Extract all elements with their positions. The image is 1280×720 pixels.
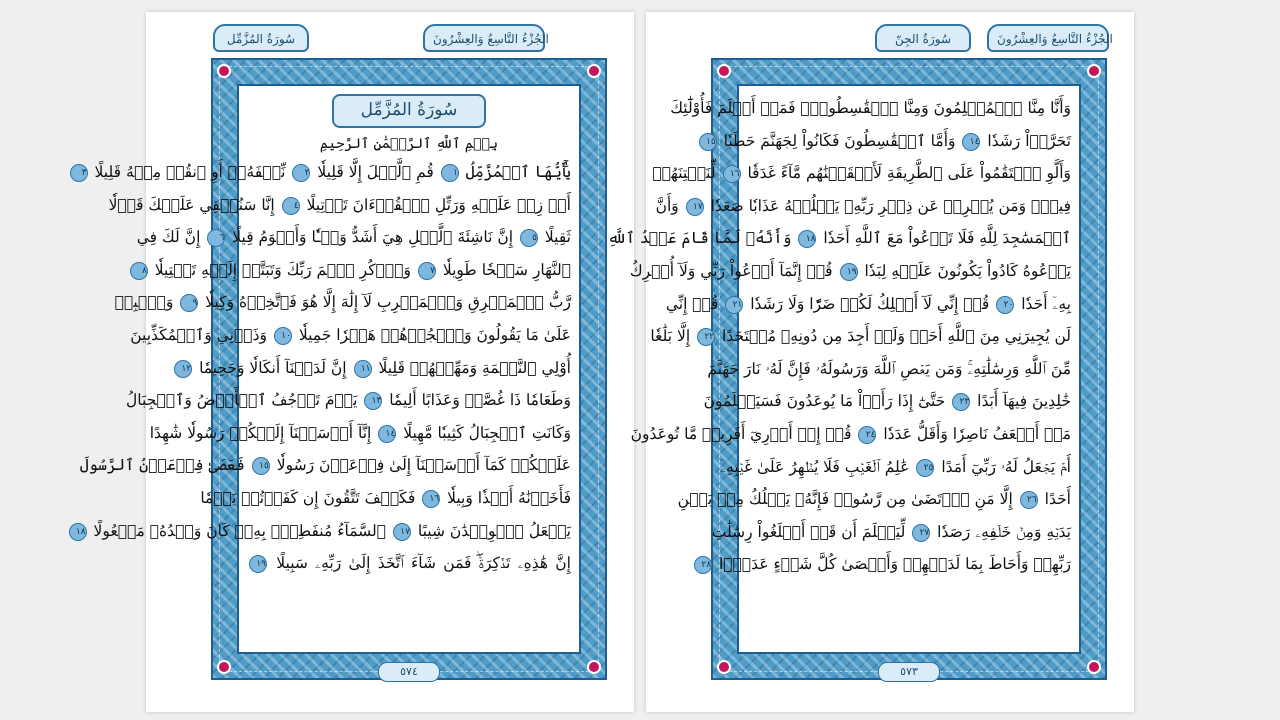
verse-line <box>247 547 571 580</box>
ayah-number-marker: ٣ <box>70 164 88 182</box>
ayah-number-marker: ١٩ <box>249 555 267 573</box>
verse-text: أَوۡ زِدۡ عَلَيۡهِ وَرَتِّلِ ٱلۡقُرۡءَانَ تَرۡتِيلًا <box>306 195 571 214</box>
ayah-number-marker: ١٤ <box>378 425 396 443</box>
quran-text-panel <box>75 84 581 654</box>
verse-text: قُلۡ إِنِّي <box>665 294 719 313</box>
ayah-number-marker: ٦ <box>207 229 225 247</box>
flower-ornament-icon <box>587 660 601 674</box>
ayah-number-marker: ١٠ <box>274 327 292 345</box>
verse-line <box>670 92 1071 125</box>
verse-text: وَطَعَامٗا ذَا غُصَّةٖ وَعَذَابًا أَلِيمٗا <box>389 391 571 410</box>
verse-text: تَحَرَّوۡاْ رَشَدٗا <box>987 131 1071 150</box>
verse-text: فَأَخَذۡنَٰهُ أَخۡذٗا وَبِيلٗا <box>447 488 571 507</box>
verse-line <box>149 417 571 450</box>
ayah-number-marker: ٢٥ <box>916 459 934 477</box>
ayah-number-marker: ٢٧ <box>912 524 930 542</box>
verse-line <box>706 125 1071 158</box>
ayah-number-marker: ١٢ <box>174 360 192 378</box>
verse-text: إِنَّ لَدَيۡنَآ أَنكَالٗا وَجَحِيمٗا <box>199 358 347 377</box>
ayah-number-marker: ٧ <box>418 262 436 280</box>
surah-name-label: سُورَةُ الجِنّ <box>875 24 971 52</box>
verse-text: إِنَّا سَنُلۡقِي عَلَيۡكَ قَوۡلٗا <box>108 195 275 214</box>
verse-text: فَكَيۡفَ تَتَّقُونَ إِن كَفَرۡتُمۡ يَوۡمٗا <box>200 488 416 507</box>
verse-line <box>130 319 571 352</box>
verse-line <box>114 286 571 319</box>
ornamental-border <box>75 32 607 680</box>
verse-line <box>655 190 1071 223</box>
verse-text: إِنَّ هَٰذِهِۦ تَذۡكِرَةٞۖ فَمَن شَآءَ ٱتَّخَذَ إِلَىٰ رَبِّهِۦ سَبِيلًا <box>276 554 571 573</box>
verse-line <box>701 548 1071 581</box>
flower-ornament-icon <box>217 660 231 674</box>
juz-label: الجُزْءُ التَّاسِعُ وَالعِشْرُونَ <box>987 24 1109 52</box>
ayah-number-marker: ١٥ <box>252 457 270 475</box>
verse-text: أُوْلِي ٱلنَّعۡمَةِ وَمَهِّلۡهُمۡ قَلِيلًا <box>378 358 571 377</box>
surah-title-banner: سُورَةُ المُزَّمِّل <box>332 94 486 128</box>
flower-ornament-icon <box>717 660 731 674</box>
verse-text: إِنَّآ أَرۡسَلۡنَآ إِلَيۡكُمۡ رَسُولٗا شَٰهِدًا <box>149 423 372 442</box>
verse-text: عَلَيۡكُمۡ كَمَآ أَرۡسَلۡنَآ إِلَىٰ فِرۡعَوۡنَ رَسُولٗا <box>276 456 571 475</box>
verse-text: وَأَنَّ <box>655 196 679 215</box>
ayah-number-marker: ١ <box>441 164 459 182</box>
ayah-number-marker: ١٩ <box>840 263 858 281</box>
ayah-number-marker: ٢٤ <box>858 426 876 444</box>
page-number: ٥٧٤ <box>378 662 440 682</box>
ayah-number-marker: ٥ <box>520 229 538 247</box>
verse-text: يَٰٓأَيُّهَا ٱلۡمُزَّمِّلُ <box>465 163 571 181</box>
verse-text: وَأَلَّوِ ٱسۡتَقَٰمُواْ عَلَى ٱلطَّرِيقَةِ لَأَسۡقَيۡنَٰهُم مَّآءً غَدَقٗا <box>747 164 1071 183</box>
ayah-number-marker: ٨ <box>130 262 148 280</box>
verse-text: ٱلسَّمَآءُ مُنفَطِرُۢ بِهِۦۚ كَانَ وَعۡدُهُۥ مَفۡعُولًا <box>93 521 387 540</box>
verse-text: عَٰلِمُ ٱلۡغَيۡبِ فَلَا يُظۡهِرُ عَلَىٰ غَيۡبِهِۦٓ <box>720 457 910 476</box>
mushaf-page-574 <box>75 12 634 712</box>
verse-text: رَّبُّ ٱلۡمَشۡرِقِ وَٱلۡمَغۡرِبِ لَآ إِلَٰهَ إِلَّا هُوَ فَٱتَّخِذۡهُ وَكِيلٗا <box>205 293 571 312</box>
verse-text: فِيهِۚ وَمَن يُعۡرِضۡ عَن ذِكۡرِ رَبِّهِۦ يَسۡلُكۡهُ عَذَابٗا صَعَدٗا <box>710 196 1071 215</box>
verse-text: إِنَّ لَكَ فِي <box>136 228 201 247</box>
basmala: بِسۡمِ ٱللَّهِ ٱلرَّحۡمَٰنِ ٱلرَّحِيمِ <box>319 136 499 152</box>
verse-text: وَٱذۡكُرِ ٱسۡمَ رَبِّكَ وَتَبَتَّلۡ إِلَيۡهِ تَبۡتِيلٗا <box>154 260 411 279</box>
verse-line <box>711 516 1071 549</box>
verse-line <box>607 222 1071 255</box>
verse-line <box>181 352 571 385</box>
verse-line <box>81 156 571 189</box>
verse-line <box>136 221 571 254</box>
ayah-number-marker: ١٤ <box>962 133 980 151</box>
verse-text: ٱلنَّهَارِ سَبۡحٗا طَوِيلٗا <box>442 260 571 279</box>
verse-line <box>650 320 1071 353</box>
flower-ornament-icon <box>1087 64 1101 78</box>
ayah-number-marker: ٢٨ <box>694 556 712 574</box>
verse-line <box>141 254 571 287</box>
ayah-number-marker: ٢٣ <box>952 393 970 411</box>
verse-line <box>200 482 571 515</box>
verse-line <box>677 483 1071 516</box>
verse-text: ٱلۡمَسَٰجِدَ لِلَّهِ فَلَا تَدۡعُواْ مَعَ ٱللَّهِ أَحَدٗا <box>823 229 1071 248</box>
verse-text: أَحَدًا <box>1044 490 1071 509</box>
verse-line <box>707 353 1071 386</box>
verse-text: بِهِۦٓ أَحَدٗا <box>1021 294 1071 313</box>
page-header <box>713 24 1113 54</box>
ayah-number-marker: ١٦ <box>422 490 440 508</box>
verse-text: وَأَنَّا مِنَّا ٱلۡمُسۡلِمُونَ وَمِنَّا ٱلۡقَٰسِطُونَۖ فَمَنۡ أَسۡلَمَ فَأُوْلَٰٓئِكَ <box>670 99 1071 117</box>
verse-text: وَكَانَتِ ٱلۡجِبَالُ كَثِيبٗا مَّهِيلًا <box>403 423 571 442</box>
flower-ornament-icon <box>217 64 231 78</box>
ayah-number-marker: ١١ <box>354 360 372 378</box>
verse-text: مِّنَ ٱللَّهِ وَرِسَٰلَٰتِهِۦۚ وَمَن يَعۡصِ ٱللَّهَ وَرَسُولَهُۥ فَإِنَّ لَهُۥ نَارَ جَهَنَّمَ <box>707 359 1071 378</box>
surah-name-label: سُورَةُ المُزَّمِّل <box>213 24 309 52</box>
verse-text: إِلَّا بَلَٰغٗا <box>650 327 691 346</box>
verse-text: وَأَمَّا ٱلۡقَٰسِطُونَ فَكَانُواْ لِجَهَنَّمَ حَطَبٗا <box>723 131 956 150</box>
verse-text: قُمِ ٱلَّيۡلَ إِلَّا قَلِيلٗا <box>317 163 434 181</box>
verse-text: مَنۡ أَضۡعَفُ نَاصِرٗا وَأَقَلُّ عَدَدٗا <box>883 424 1071 443</box>
verse-line <box>79 449 571 482</box>
mushaf-page-573 <box>607 12 1134 712</box>
verse-line <box>629 255 1071 288</box>
verse-text: نِّصۡفَهُۥٓ أَوِ ٱنقُصۡ مِنۡهُ قَلِيلًا <box>94 163 286 181</box>
verse-line <box>630 418 1071 451</box>
ornamental-border <box>607 32 1113 680</box>
verse-text: إِلَّا مَنِ ٱرۡتَضَىٰ مِن رَّسُولٖ فَإِنَّهُۥ يَسۡلُكُ مِنۢ بَيۡنِ <box>677 490 1013 509</box>
verse-text: وَٱصۡبِرۡ <box>114 293 174 312</box>
verse-text: قُلۡ إِنۡ أَدۡرِيٓ أَقَرِيبٞ مَّا تُوعَدُونَ <box>630 424 852 443</box>
flower-ornament-icon <box>587 64 601 78</box>
ayah-number-marker: ٢٠ <box>996 296 1014 314</box>
verse-line <box>125 384 571 417</box>
verse-text: لَن يُجِيرَنِي مِنَ ٱللَّهِ أَحَدٞ وَلَنۡ أَجِدَ مِن دُونِهِۦ مُلۡتَحَدًا <box>722 327 1071 346</box>
verse-text: فَعَصَىٰ فِرۡعَوۡنُ ٱلرَّسُولَ <box>79 456 245 475</box>
verse-text: قُلۡ إِنَّمَآ أَدۡعُواْ رَبِّي وَلَآ أُشۡرِكُ <box>629 261 833 280</box>
verse-text: يَدۡعُوهُ كَادُواْ يَكُونُونَ عَلَيۡهِ لِبَدٗا <box>864 261 1071 280</box>
verse-text: يَوۡمَ تَرۡجُفُ ٱلۡأَرۡضُ وَٱلۡجِبَالُ <box>125 391 358 410</box>
verse-text: ثَقِيلًا <box>544 228 571 247</box>
ayah-number-marker: ٩ <box>180 294 198 312</box>
verse-text: يَجۡعَلُ ٱلۡوِلۡدَٰنَ شِيبًا <box>417 521 571 540</box>
ayah-number-marker: ١٨ <box>798 230 816 248</box>
ayah-number-marker: ١٣ <box>364 392 382 410</box>
ayah-number-marker: ٤ <box>282 197 300 215</box>
ayah-number-marker: ١٨ <box>69 523 87 541</box>
verse-line <box>652 157 1071 190</box>
ayah-number-marker: ١٧ <box>393 523 411 541</box>
verse-line <box>665 288 1071 321</box>
page-header <box>213 24 609 54</box>
juz-label: الجُزْءُ التَّاسِعُ وَالعِشْرُونَ <box>423 24 545 52</box>
verse-text: لِّنَفۡتِنَهُمۡ <box>652 164 716 183</box>
ayah-number-marker: ٢١ <box>725 296 743 314</box>
ayah-number-marker: ٢٦ <box>1020 491 1038 509</box>
verse-line <box>75 515 571 548</box>
verse-text: حَتَّىٰٓ إِذَا رَأَوۡاْ مَا يُوعَدُونَ فَسَيَعۡلَمُونَ <box>703 392 946 411</box>
ayah-number-marker: ١٥ <box>699 133 717 151</box>
verse-line <box>703 385 1071 418</box>
verse-line <box>108 189 571 222</box>
ayah-number-marker: ١٧ <box>686 198 704 216</box>
verse-text: قُلۡ إِنِّي لَآ أَمۡلِكُ لَكُمۡ ضَرّٗا وَلَا رَشَدٗا <box>750 294 990 313</box>
verse-text: خَٰلِدِينَ فِيهَآ أَبَدًا <box>977 392 1071 411</box>
ayah-number-marker: ٢٢ <box>697 328 715 346</box>
verse-text: عَلَىٰ مَا يَقُولُونَ وَٱهۡجُرۡهُمۡ هَجۡرٗا جَمِيلٗا <box>298 325 571 344</box>
ayah-number-marker: ٢ <box>292 164 310 182</box>
verse-text: وَأَنَّهُۥ لَمَّا قَامَ عَبۡدُ ٱللَّهِ <box>607 229 792 248</box>
verse-text: يَدَيۡهِ وَمِنۡ خَلۡفِهِۦ رَصَدٗا <box>937 522 1071 541</box>
verse-text: أَمۡ يَجۡعَلُ لَهُۥ رَبِّيٓ أَمَدًا <box>941 457 1071 476</box>
ayah-number-marker: ١٦ <box>723 165 741 183</box>
verse-text: وَذَرۡنِي وَٱلۡمُكَذِّبِينَ <box>130 325 267 344</box>
verse-text: لِّيَعۡلَمَ أَن قَدۡ أَبۡلَغُواْ رِسَٰلَٰتِ <box>711 522 906 541</box>
quran-text-panel <box>607 84 1081 654</box>
flower-ornament-icon <box>1087 660 1101 674</box>
verse-text: رَبِّهِمۡ وَأَحَاطَ بِمَا لَدَيۡهِمۡ وَأَحۡصَىٰ كُلَّ شَيۡءٍ عَدَدَۢا <box>718 555 1071 574</box>
verse-text: إِنَّ نَاشِئَةَ ٱلَّيۡلِ هِيَ أَشَدُّ وَطۡـٔٗا وَأَقۡوَمُ قِيلًا <box>232 228 514 247</box>
flower-ornament-icon <box>717 64 731 78</box>
verse-line <box>720 451 1071 484</box>
page-number: ٥٧٣ <box>878 662 940 682</box>
